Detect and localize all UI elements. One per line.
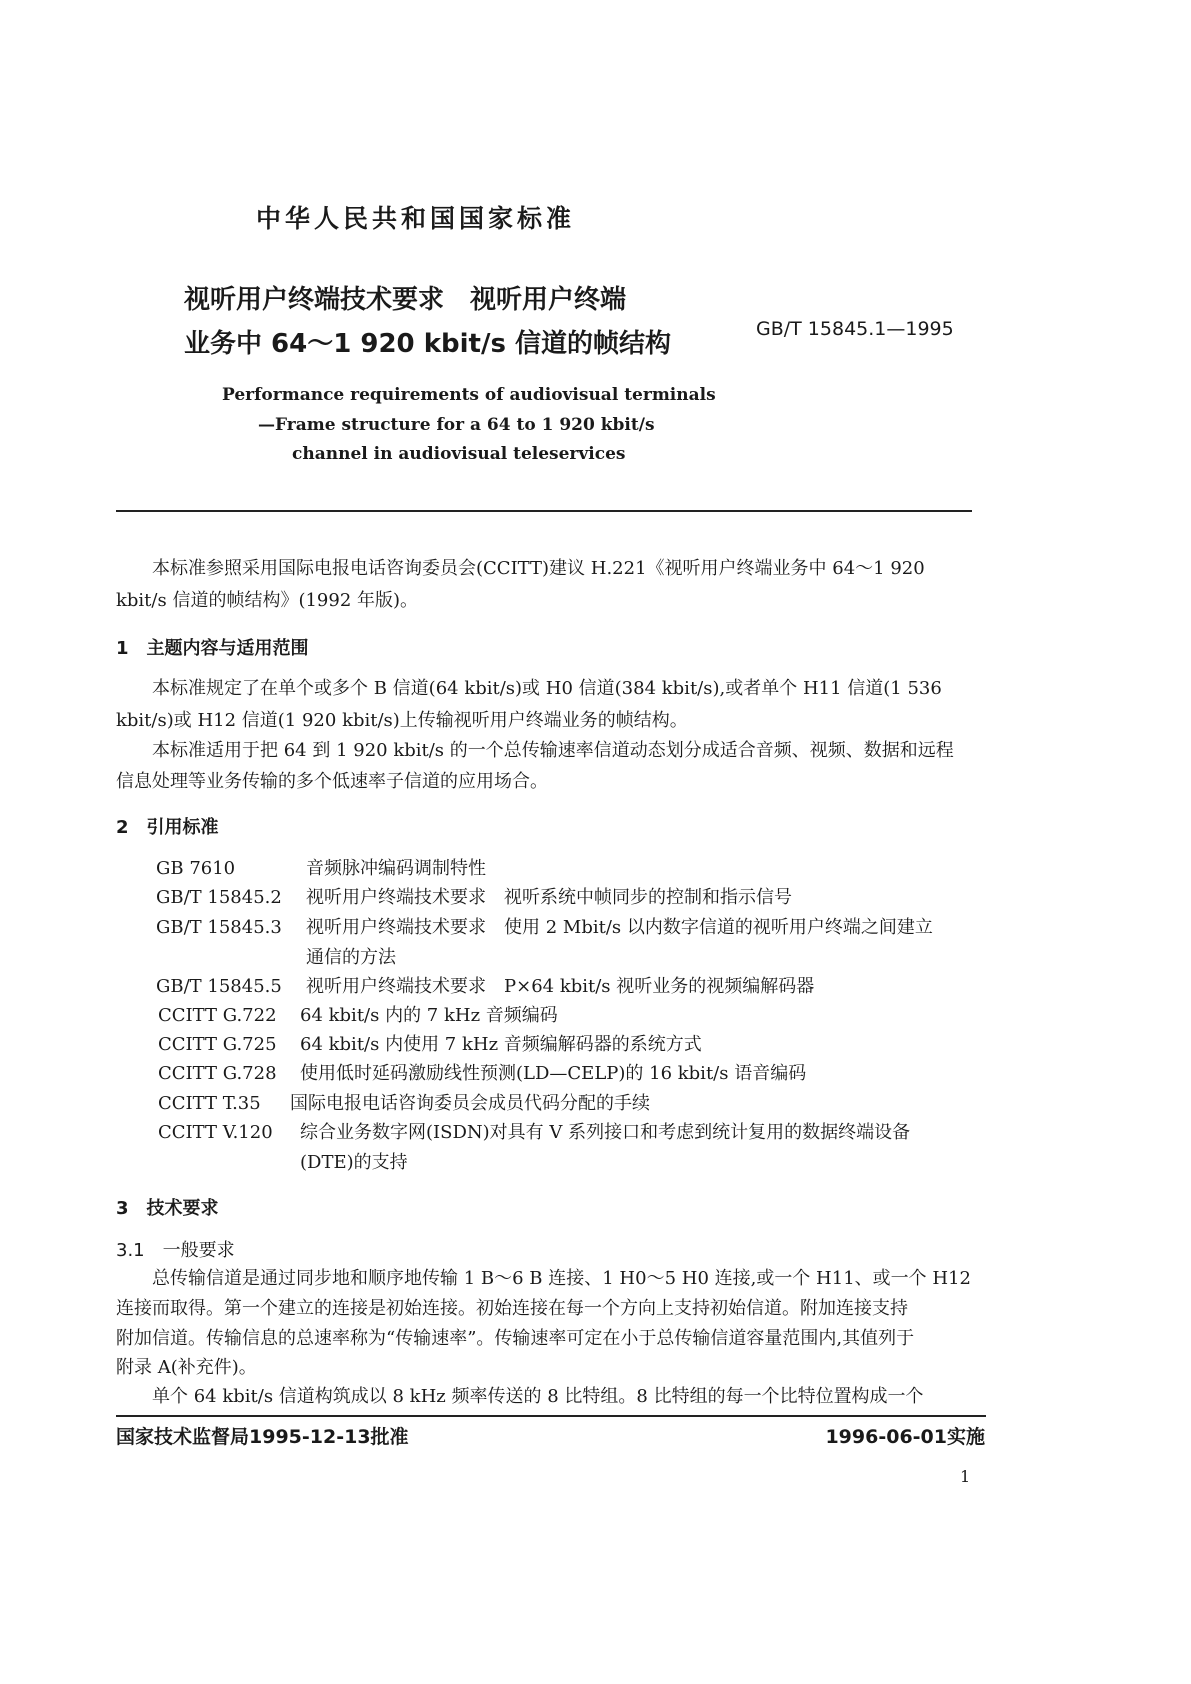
reference-code: CCITT G.728: [158, 1063, 277, 1084]
reference-title: 视听用户终端技术要求 P×64 kbit/s 视听业务的视频编解码器: [306, 976, 815, 997]
reference-item: [156, 887, 792, 909]
reference-title: 国际电报电话咨询委员会成员代码分配的手续: [290, 1093, 650, 1114]
intro-line: kbit/s 信道的帧结构》(1992 年版)。: [116, 590, 419, 611]
reference-code: GB/T 15845.3: [156, 917, 282, 938]
body-line: 总传输信道是通过同步地和顺序地传输 1 B～6 B 连接、1 H0～5 H0 连接,或一个 H11、或一个 H12: [152, 1268, 971, 1289]
title-en-line1: Performance requirements of audiovisual terminals: [222, 385, 716, 405]
reference-title: 使用低时延码激励线性预测(LD—CELP)的 16 kbit/s 语音编码: [300, 1063, 807, 1084]
section-3-1-heading: 3.1 一般要求: [116, 1240, 235, 1261]
footer-rule: [116, 1415, 986, 1417]
effective-date: 1996-06-01实施: [825, 1426, 985, 1448]
reference-item: [156, 858, 486, 880]
reference-title: 64 kbit/s 内使用 7 kHz 音频编解码器的系统方式: [300, 1034, 702, 1055]
reference-item: [158, 1034, 702, 1056]
body-line: 附录 A(补充件)。: [116, 1357, 257, 1378]
reference-code: GB/T 15845.5: [156, 976, 282, 997]
body-line: 附加信道。传输信息的总速率称为“传输速率”。传输速率可定在小于总传输信道容量范围内,其值列于: [116, 1328, 915, 1349]
reference-item: [158, 1005, 558, 1027]
intro-line: 本标准参照采用国际电报电话咨询委员会(CCITT)建议 H.221《视听用户终端业务中 64～1 920: [152, 558, 925, 579]
header-rule: [116, 510, 972, 512]
reference-item: [156, 976, 814, 998]
body-line: 连接而取得。第一个建立的连接是初始连接。初始连接在每一个方向上支持初始信道。附加连接支持: [116, 1298, 908, 1319]
section-3-heading: 3 技术要求: [116, 1198, 219, 1219]
reference-title: 音频脉冲编码调制特性: [306, 858, 486, 879]
section-2-heading: 2 引用标准: [116, 817, 219, 838]
reference-code: GB/T 15845.2: [156, 887, 282, 908]
body-line: kbit/s)或 H12 信道(1 920 kbit/s)上传输视听用户终端业务的帧结构。: [116, 710, 688, 731]
body-line: 单个 64 kbit/s 信道构筑成以 8 kHz 频率传送的 8 比特组。8 比特组的每一个比特位置构成一个: [152, 1386, 924, 1407]
reference-code: GB 7610: [156, 858, 236, 879]
approval-date: 国家技术监督局1995-12-13批准: [116, 1426, 409, 1448]
reference-code: CCITT V.120: [158, 1122, 273, 1143]
reference-title-continued: 通信的方法: [306, 947, 396, 968]
reference-item: [156, 917, 933, 939]
reference-title: 综合业务数字网(ISDN)对具有 V 系列接口和考虑到统计复用的数据终端设备: [300, 1122, 911, 1143]
title-en-line3: channel in audiovisual teleservices: [292, 444, 626, 464]
standard-number: GB/T 15845.1—1995: [756, 318, 954, 340]
page-number: 1: [960, 1467, 971, 1486]
section-1-heading: 1 主题内容与适用范围: [116, 638, 309, 659]
reference-item: [158, 1122, 910, 1144]
reference-code: CCITT G.725: [158, 1034, 277, 1055]
reference-item: [158, 1093, 650, 1115]
title-cn-line1: 视听用户终端技术要求 视听用户终端: [184, 285, 627, 315]
national-standard-title: 中华人民共和国国家标准: [256, 204, 576, 233]
reference-title-continued: (DTE)的支持: [300, 1152, 408, 1173]
body-line: 本标准规定了在单个或多个 B 信道(64 kbit/s)或 H0 信道(384 kbit/s),或者单个 H11 信道(1 536: [152, 678, 942, 699]
reference-code: CCITT T.35: [158, 1093, 261, 1114]
reference-item: [158, 1063, 806, 1085]
reference-title: 视听用户终端技术要求 视听系统中帧同步的控制和指示信号: [306, 887, 792, 908]
body-line: 本标准适用于把 64 到 1 920 kbit/s 的一个总传输速率信道动态划分成适合音频、视频、数据和远程: [152, 740, 954, 761]
reference-code: CCITT G.722: [158, 1005, 277, 1026]
body-line: 信息处理等业务传输的多个低速率子信道的应用场合。: [116, 771, 548, 792]
reference-title: 64 kbit/s 内的 7 kHz 音频编码: [300, 1005, 558, 1026]
title-cn-line2: 业务中 64～1 920 kbit/s 信道的帧结构: [184, 329, 671, 359]
title-en-line2: —Frame structure for a 64 to 1 920 kbit/s: [258, 415, 655, 435]
reference-title: 视听用户终端技术要求 使用 2 Mbit/s 以内数字信道的视听用户终端之间建立: [306, 917, 933, 938]
